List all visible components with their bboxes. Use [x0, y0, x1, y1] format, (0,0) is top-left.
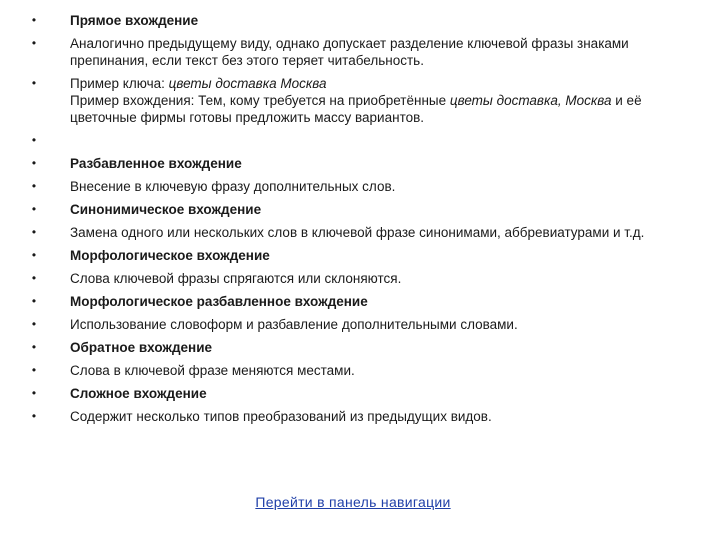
bullet-list	[28, 12, 688, 431]
bullet-icon: •	[31, 317, 37, 331]
navigation-panel-link[interactable]: Перейти в панель навигации	[255, 494, 451, 510]
bullet-icon: •	[31, 13, 37, 27]
item-text: Слова в ключевой фразе меняются местами.	[70, 363, 355, 378]
item-text: Аналогично предыдущему виду, однако допускает разделение ключевой фразы знаками препинания, если текст без этого теряет читабельность.	[70, 36, 629, 68]
list-item	[28, 339, 688, 356]
bullet-icon: •	[31, 179, 37, 193]
bullet-icon: •	[31, 363, 37, 377]
list-item	[28, 201, 688, 218]
bullet-icon: •	[31, 248, 37, 262]
list-item	[28, 270, 688, 287]
bullet-icon: •	[31, 76, 37, 90]
bullet-icon: •	[31, 409, 37, 423]
list-item	[28, 293, 688, 310]
list-item	[28, 224, 688, 241]
example-occ-value: цветы доставка, Москва	[449, 93, 612, 108]
bullet-icon: •	[31, 36, 37, 50]
bullet-icon: •	[31, 225, 37, 239]
example-occ-tail: и её цветочные фирмы готовы предложить массу вариантов.	[70, 93, 642, 125]
example-occurrence	[70, 92, 688, 126]
bullet-icon: •	[31, 133, 37, 147]
item-text: Замена одного или нескольких слов в ключевой фразе синонимами, аббревиатурами и т.д.	[70, 225, 645, 240]
list-item	[28, 12, 688, 29]
list-item	[28, 75, 688, 126]
list-item	[28, 178, 688, 195]
item-heading: Прямое вхождение	[70, 13, 199, 28]
item-text: Использование словоформ и разбавление дополнительными словами.	[70, 317, 518, 332]
item-text: Слова ключевой фразы спрягаются или склоняются.	[70, 271, 402, 286]
example-key-value: цветы доставка Москва	[168, 76, 327, 91]
item-heading: Сложное вхождение	[70, 386, 207, 401]
item-heading: Обратное вхождение	[70, 340, 213, 355]
list-item	[28, 35, 688, 69]
list-item	[28, 155, 688, 172]
list-item	[28, 408, 688, 425]
bullet-icon: •	[31, 271, 37, 285]
item-heading: Морфологическое разбавленное вхождение	[70, 294, 368, 309]
example-occ-label: Пример вхождения: Тем, кому требуется на приобретённые	[70, 93, 450, 108]
list-item	[28, 247, 688, 264]
item-heading: Синонимическое вхождение	[70, 202, 262, 217]
item-text: Внесение в ключевую фразу дополнительных слов.	[70, 179, 396, 194]
item-heading: Разбавленное вхождение	[70, 156, 242, 171]
list-item	[28, 385, 688, 402]
list-item	[28, 362, 688, 379]
list-item-empty	[28, 132, 688, 149]
bullet-icon: •	[31, 156, 37, 170]
list-item	[28, 316, 688, 333]
bullet-icon: •	[31, 294, 37, 308]
bullet-icon: •	[31, 340, 37, 354]
example-key-label: Пример ключа:	[70, 76, 169, 91]
item-heading: Морфологическое вхождение	[70, 248, 270, 263]
item-text: Содержит несколько типов преобразований из предыдущих видов.	[70, 409, 492, 424]
bullet-icon: •	[31, 386, 37, 400]
example-key	[70, 75, 688, 92]
bullet-icon: •	[31, 202, 37, 216]
